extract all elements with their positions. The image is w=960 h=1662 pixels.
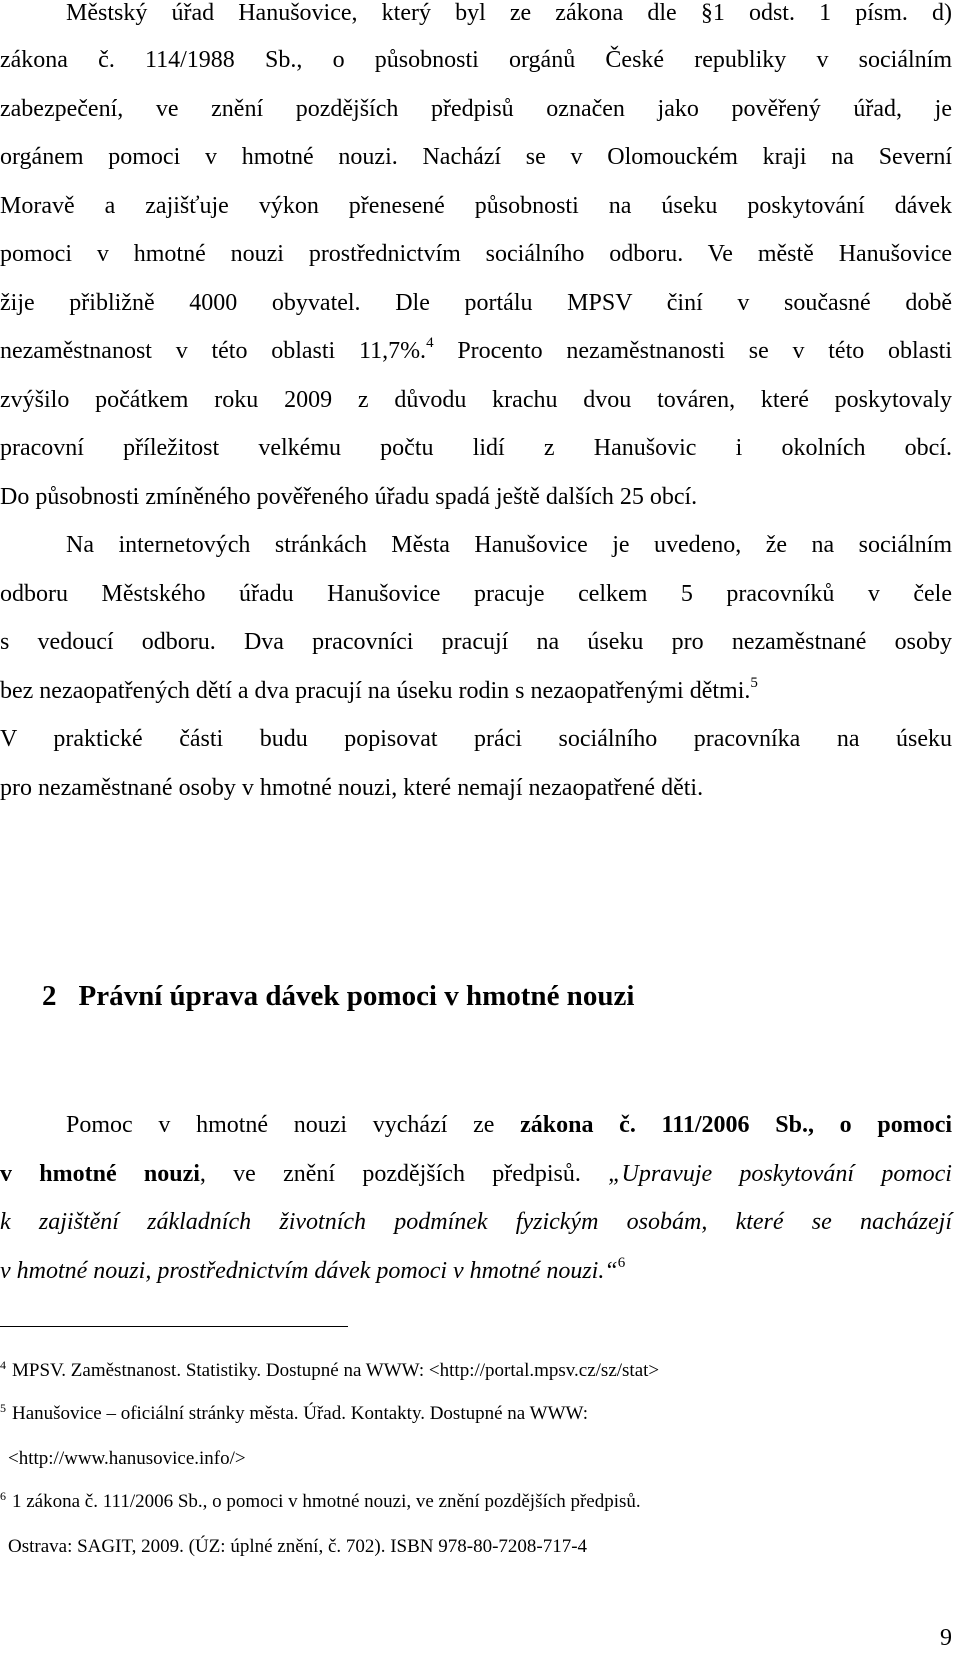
footnote-mark: 4 [0,1358,6,1372]
footnote-text: MPSV. Zaměstnanost. Statistiky. Dostupné na WWW: <http://portal.mpsv.cz/sz/stat> [12,1360,660,1381]
law-citation: v hmotné nouzi [0,1161,200,1187]
quoted-text: k zajištění základních životních podmínek fyzickým osobám, které se nacházejí [0,1209,952,1235]
footnote-text: 1 zákona č. 111/2006 Sb., o pomoci v hmotné nouzi, ve znění pozdějších předpisů. [12,1491,641,1512]
page-number: 9 [940,1625,952,1651]
paragraph-line: Na internetových stránkách Města Hanušovice je uvedeno, že na sociálním [66,532,952,558]
footnote-ref-6[interactable]: 6 [617,1255,626,1271]
footnote-5 [0,1402,588,1426]
paragraph-line: pro nezaměstnané osoby v hmotné nouzi, které nemají nezaopatřené děti. [0,775,704,801]
footnote-separator [0,1326,348,1327]
paragraph-line: žije přibližně 4000 obyvatel. Dle portálu MPSV činí v současné době [0,290,952,316]
law-citation: zákona č. 111/2006 Sb., o pomoci [520,1112,953,1138]
line-text: Pomoc v hmotné nouzi vychází ze [66,1112,521,1138]
paragraph-line [0,1160,952,1188]
quoted-text: v hmotné nouzi, prostřednictvím dávek pomoci v hmotné nouzi. [0,1258,605,1284]
footnote-ref-4[interactable]: 4 [426,335,434,351]
paragraph-line: V praktické části budu popisovat práci sociálního pracovníka na úseku [0,726,952,752]
line-text: Procento nezaměstnanosti se v této oblasti [433,338,953,364]
paragraph-line: orgánem pomoci v hmotné nouzi. Nachází se v Olomouckém kraji na Severní [0,144,952,170]
paragraph-line: s vedoucí odboru. Dva pracovníci pracují na úseku pro nezaměstnané osoby [0,629,952,655]
paragraph-line [66,1111,952,1139]
paragraph-line [0,677,952,705]
section-number: 2 [42,980,57,1012]
footnote-mark: 6 [0,1489,6,1503]
section-title: Právní úprava dávek pomoci v hmotné nouzi [78,980,635,1012]
paragraph-line: pomoci v hmotné nouzi prostřednictvím sociálního odboru. Ve městě Hanušovice [0,241,952,267]
footnote-ref-5[interactable]: 5 [750,675,758,691]
section-heading [42,979,634,1013]
paragraph-line: zákona č. 114/1988 Sb., o působnosti orgánů České republiky v sociálním [0,47,952,73]
paragraph-line: Do působnosti zmíněného pověřeného úřadu spadá ještě dalších 25 obcí. [0,484,698,510]
line-text: , ve znění pozdějších předpisů. [199,1161,609,1187]
footnote-mark: 5 [0,1401,6,1415]
paragraph-line: zabezpečení, ve znění pozdějších předpisů označen jako pověřený úřad, je [0,96,952,122]
paragraph-line [0,1257,952,1285]
line-text: nezaměstnanost v této oblasti 11,7%. [0,338,427,364]
footnote-6 [0,1490,641,1514]
footnote-text: Hanušovice – oficiální stránky města. Úřad. Kontakty. Dostupné na WWW: [12,1403,589,1424]
paragraph-line [0,337,952,365]
paragraph-line: zvýšilo počátkem roku 2009 z důvodu krachu dvou továren, které poskytovaly [0,387,952,413]
footnote-6-cont [8,1535,587,1559]
paragraph-line: Městský úřad Hanušovice, který byl ze zákona dle §1 odst. 1 písm. d) [66,0,952,26]
closing-quote: “ [604,1258,618,1284]
paragraph-line: Moravě a zajišťuje výkon přenesené působnosti na úseku poskytování dávek [0,193,952,219]
paragraph-line: odboru Městského úřadu Hanušovice pracuje celkem 5 pracovníků v čele [0,581,952,607]
footnote-4 [0,1359,659,1383]
quoted-text: „Upravuje poskytování pomoci [608,1161,952,1187]
line-text: bez nezaopatřených dětí a dva pracují na úseku rodin s nezaopatřenými dětmi. [0,678,751,704]
footnote-5-url[interactable] [8,1447,246,1471]
footnote-text[interactable]: <http://www.hanusovice.info/> [8,1448,246,1469]
paragraph-line: pracovní příležitost velkému počtu lidí z Hanušovic i okolních obcí. [0,435,952,461]
footnote-text: Ostrava: SAGIT, 2009. (ÚZ: úplné znění, č. 702). ISBN 978-80-7208-717-4 [8,1536,588,1557]
